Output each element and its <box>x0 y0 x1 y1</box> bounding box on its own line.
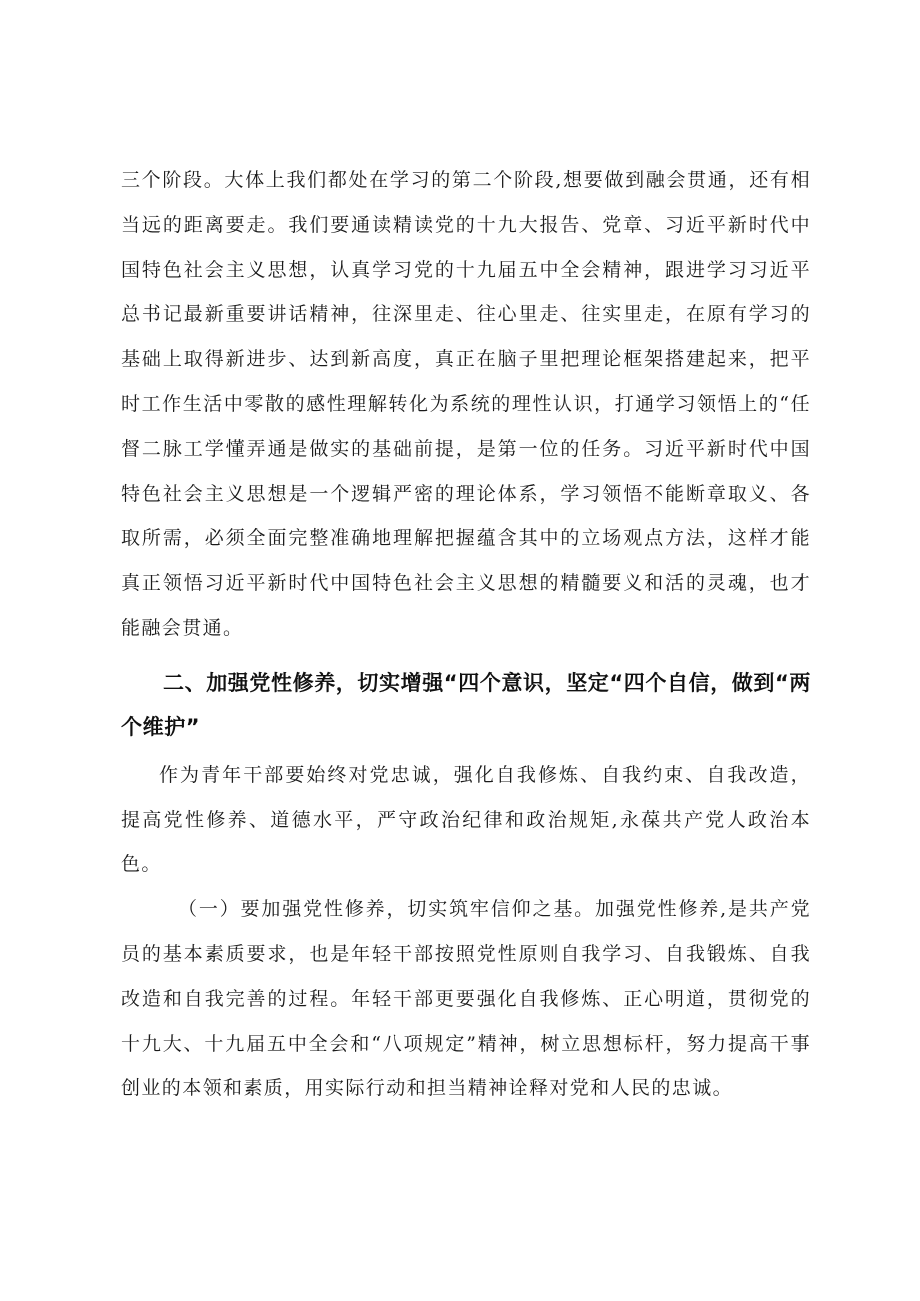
body-paragraph-subsection-one: （一）要加强党性修养，切实筑牢信仰之基。加强党性修养,是共产党员的基本素质要求，也是年轻干部按照党性原则自我学习、自我锻炼、自我改造和自我完善的过程。年轻干部更要强化自我修炼、正心明道，贯彻党的十九大、十九届五中全会和“八项规定”精神，树立思想标杆，努力提高干事创业的本领和素质，用实际行动和担当精神诠释对党和人民的忠诚。 <box>121 898 811 1100</box>
section-heading: 二、加强党性修养，切实增强“四个意识，坚定“四个自信，做到“两个维护” <box>121 670 812 739</box>
body-paragraph-continuation: 三个阶段。大体上我们都处在学习的第二个阶段,想要做到融会贯通，还有相当远的距离要走。我们要通读精读党的十九大报告、党章、习近平新时代中国特色社会主义思想，认真学习党的十九届五中全会精神，跟进学习习近平总书记最新重要讲话精神，往深里走、往心里走、往实里走，在原有学习的基础上取得新进步、达到新高度，真正在脑子里把理论框架搭建起来，把平时工作生活中零散的感性理解转化为系统的理性认识，打通学习领悟上的“任督二脉工学懂弄通是做实的基础前提，是第一位的任务。习近平新时代中国特色社会主义思想是一个逻辑严密的理论体系，学习领悟不能断章取义、各取所需，必须全面完整准确地理解把握蕴含其中的立场观点方法，这样才能真正领悟习近平新时代中国特色社会主义思想的精髓要义和活的灵魂，也才能融会贯通。 <box>121 169 811 639</box>
document-page <box>121 158 811 1111</box>
body-paragraph-intro: 作为青年干部要始终对党忠诚，强化自我修炼、自我约束、自我改造，提高党性修养、道德水平，严守政治纪律和政治规矩,永葆共产党人政治本色。 <box>121 763 811 876</box>
